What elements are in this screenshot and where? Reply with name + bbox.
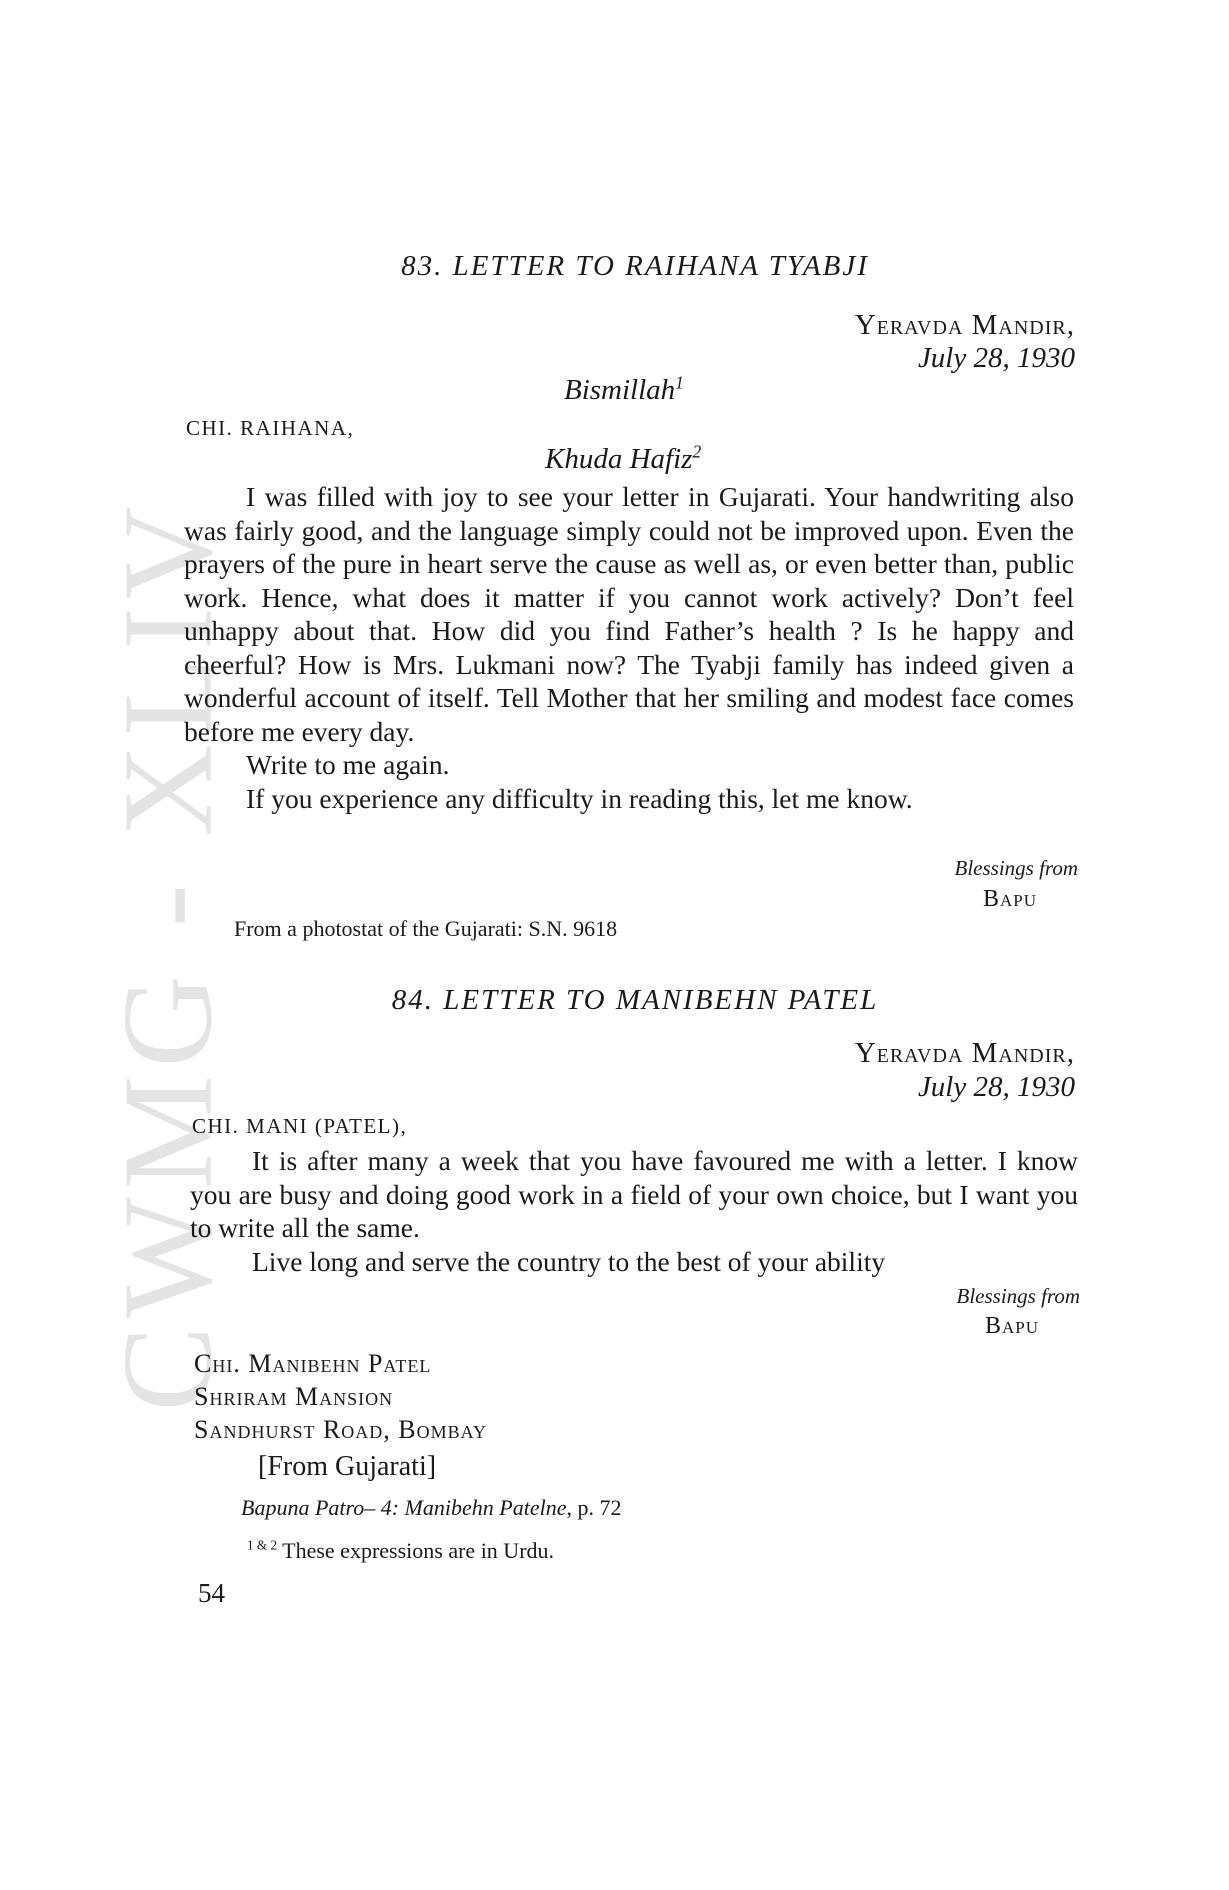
- letter83-place: Yeravda Mandir,: [854, 309, 1075, 341]
- letter84-body: [190, 1144, 1078, 1278]
- letter84-date: July 28, 1930: [917, 1071, 1075, 1103]
- letter84-paragraph: It is after many a week that you have favoured me with a letter. I know you are busy and doing good work in a field of your own choice, but I want you to write all the same.: [190, 1145, 1078, 1243]
- letter83-date: July 28, 1930: [917, 342, 1075, 374]
- address-line: Chi. Manibehn Patel: [194, 1349, 432, 1378]
- letter83-closing: [545, 443, 701, 476]
- letter83-source: From a photostat of the Gujarati: S.N. 9618: [234, 916, 618, 941]
- letter84-signature: Bapu: [984, 1313, 1039, 1339]
- letter83-heading: 83. LETTER TO RAIHANA TYABJI: [401, 250, 869, 282]
- closing-word: Khuda Hafiz: [545, 443, 693, 475]
- letter83-salutation: CHI. RAIHANA,: [186, 416, 355, 440]
- letter84-place: Yeravda Mandir,: [854, 1037, 1075, 1069]
- letter83-paragraph: If you experience any difficulty in reading this, let me know.: [246, 782, 913, 814]
- source-page: , p. 72: [566, 1495, 622, 1520]
- page-number: 54: [198, 1578, 225, 1608]
- letter84-heading: 84. LETTER TO MANIBEHN PATEL: [391, 984, 879, 1016]
- letter84-address: [194, 1347, 487, 1446]
- address-line: Sandhurst Road, Bombay: [194, 1415, 488, 1444]
- source-title: Bapuna Patro– 4: Manibehn Patelne: [241, 1495, 567, 1520]
- letter83-paragraph: Write to me again.: [246, 749, 450, 780]
- letter83-signature: Bapu: [982, 886, 1037, 912]
- letter84-salutation: CHI. MANI (PATEL),: [192, 1114, 408, 1138]
- letter83-paragraph: I was filled with joy to see your letter in Gujarati. Your handwriting also was fairly good, and the language simply could not be improved upon. Even the prayers of the pure in heart serve the cause as well as, or even better than, public work. Hence, what does it matter if you cannot work actively? Don’t feel unhappy about that. How did you find Father’s health ? Is he happy and cheerful? How is Mrs. Lukmani now? The Tyabji family has indeed given a wonderful account of itself. Tell Mother that her smiling and modest face comes before me every day.: [184, 481, 1074, 747]
- letter83-greeting: [564, 374, 684, 407]
- watermark-text: CWMG - XLIV: [96, 498, 239, 1412]
- footnote: [247, 1538, 554, 1564]
- footnote-ref: 1: [675, 372, 684, 393]
- letter84-source: [241, 1495, 621, 1521]
- address-line: Shriram Mansion: [194, 1382, 394, 1411]
- letter84-paragraph: Live long and serve the country to the best of your ability: [252, 1245, 886, 1277]
- greeting-word: Bismillah: [564, 374, 676, 406]
- footnote-text: These expressions are in Urdu.: [282, 1538, 555, 1563]
- footnote-ref: 2: [692, 441, 702, 462]
- letter83-blessings: Blessings from: [954, 856, 1078, 880]
- letter84-from-note: [From Gujarati]: [258, 1451, 437, 1482]
- footnote-marks: 1 & 2: [247, 1537, 278, 1553]
- letter84-blessings: Blessings from: [956, 1284, 1080, 1308]
- letter83-body: [184, 480, 1074, 815]
